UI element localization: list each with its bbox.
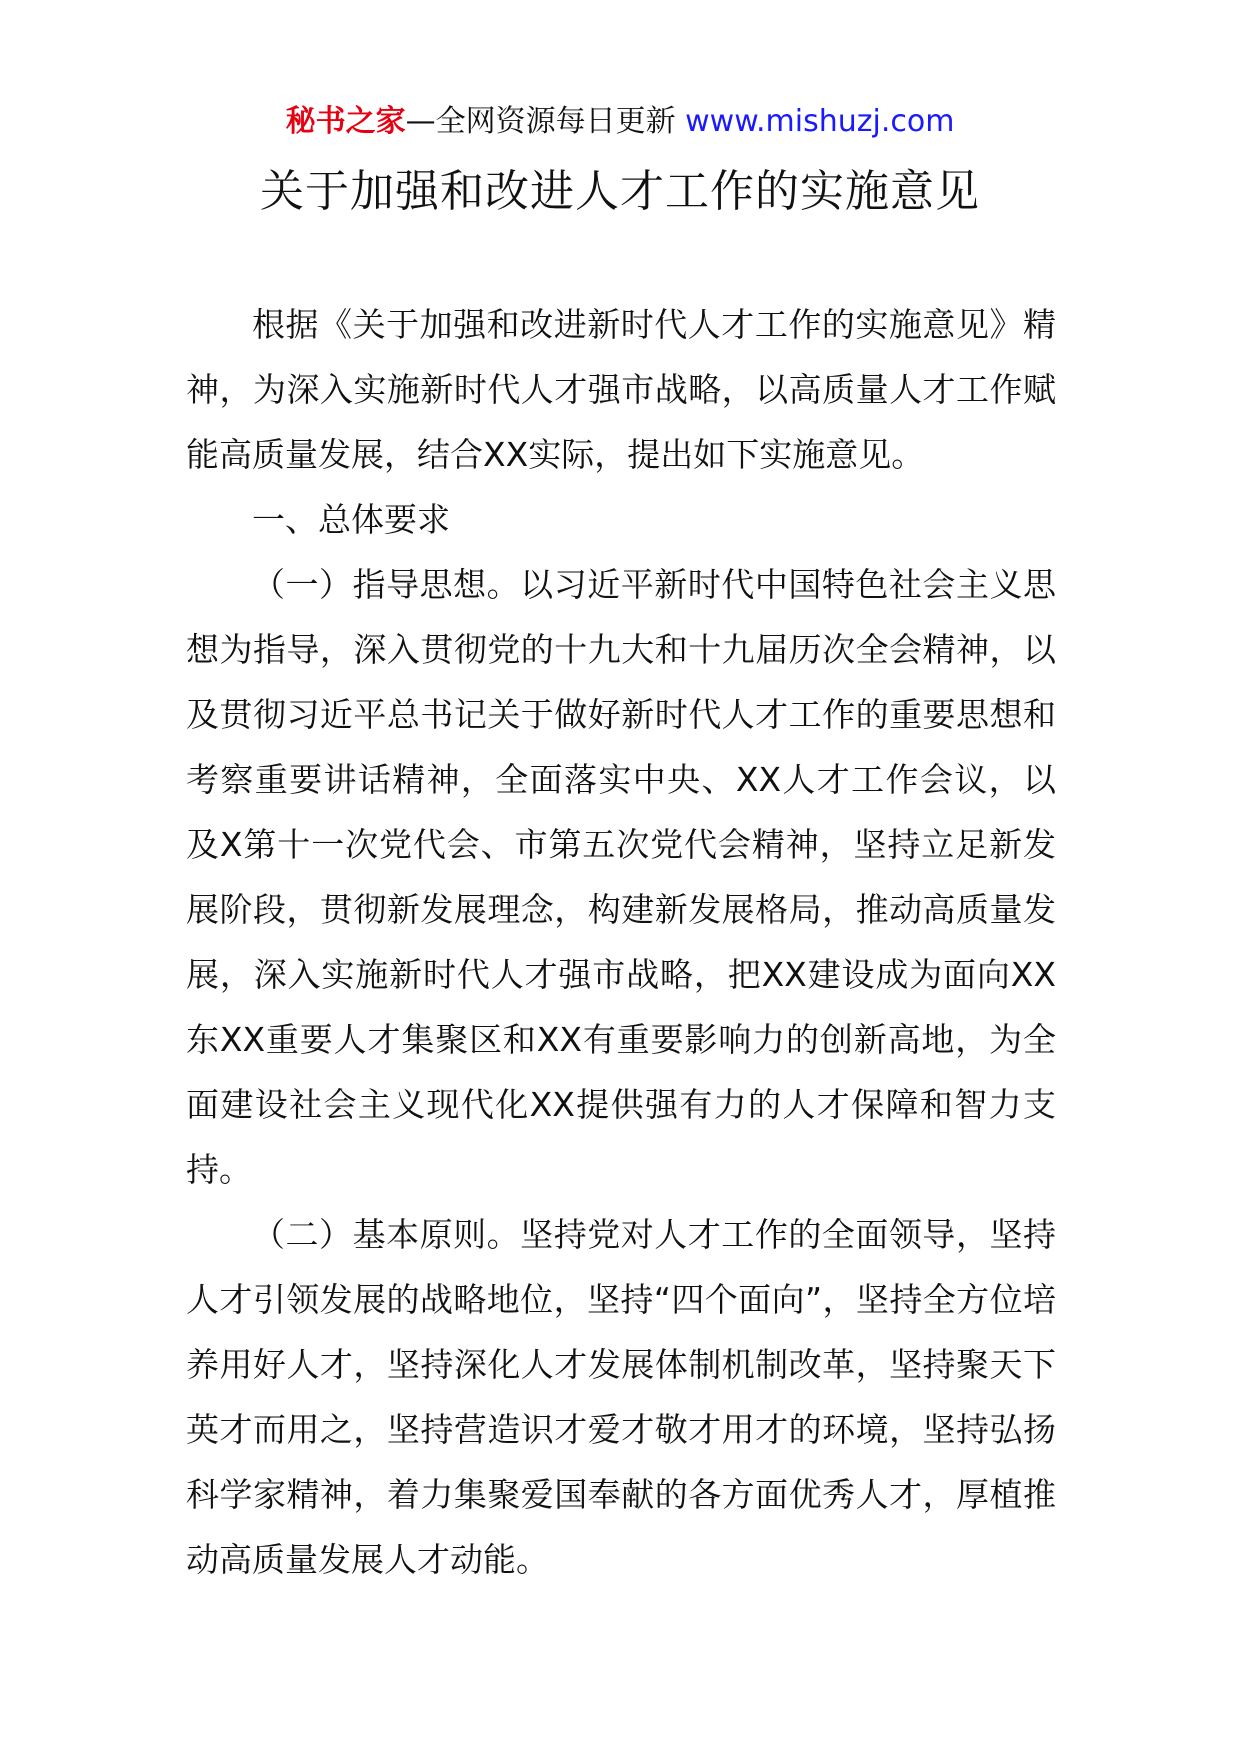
- document-body: [186, 292, 1056, 1592]
- site-banner: [0, 100, 1240, 144]
- document-title: 关于加强和改进人才工作的实施意见: [260, 166, 980, 217]
- guiding-ideology-paragraph: （一）指导思想。以习近平新时代中国特色社会主义思想为指导，深入贯彻党的十九大和十九届历次全会精神，以及贯彻习近平总书记关于做好新时代人才工作的重要思想和考察重要讲话精神，全面落实中央、XX人才工作会议，以及X第十一次党代会、市第五次党代会精神，坚持立足新发展阶段，贯彻新发展理念，构建新发展格局，推动高质量发展，深入实施新时代人才强市战略，把XX建设成为面向XX东XX重要人才集聚区和XX有重要影响力的创新高地，为全面建设社会主义现代化XX提供强有力的人才保障和智力支持。: [186, 565, 1056, 1189]
- site-url-link[interactable]: www.mishuzj.com: [685, 104, 955, 139]
- intro-paragraph: 根据《关于加强和改进新时代人才工作的实施意见》精神，为深入实施新时代人才强市战略，以高质量人才工作赋能高质量发展，结合XX实际，提出如下实施意见。: [186, 305, 1056, 474]
- brand-name: 秘书之家: [285, 104, 406, 139]
- banner-slogan: —全网资源每日更新: [405, 104, 686, 139]
- section-heading: 一、总体要求: [252, 500, 450, 539]
- basic-principles-paragraph: （二）基本原则。坚持党对人才工作的全面领导，坚持人才引领发展的战略地位，坚持“四个面向”，坚持全方位培养用好人才，坚持深化人才发展体制机制改革，坚持聚天下英才而用之，坚持营造识才爱才敬才用才的环境，坚持弘扬科学家精神，着力集聚爱国奉献的各方面优秀人才，厚植推动高质量发展人才动能。: [186, 1215, 1056, 1579]
